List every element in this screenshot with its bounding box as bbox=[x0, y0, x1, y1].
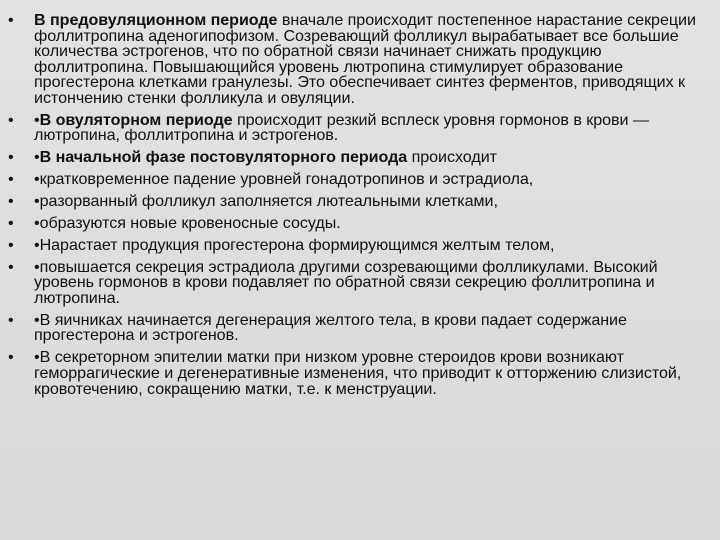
list-item-text bbox=[34, 150, 714, 166]
item-bold-text: В предовуляционном периоде bbox=[34, 11, 278, 29]
list-item-text bbox=[34, 172, 714, 188]
bullet-icon: • bbox=[8, 257, 14, 276]
list-item bbox=[8, 150, 714, 166]
item-body-text: •кратковременное падение уровней гонадотропинов и эстрадиола, bbox=[34, 170, 534, 189]
bullet-icon: • bbox=[8, 235, 14, 254]
item-body-text: вначале происходит постепенное нарастание секреции фоллитропина аденогипофизом. Созревающий фолликул вырабатывает все большие количества эстрогенов, что по обратной связи начинает снижать продукцию фоллитропина. Повышающийся уровень лютропина стимулирует образование прогестерона клетками гранулезы. Это обеспечивает синтез ферментов, приводящих к истончению стенки фолликула и овуляции. bbox=[34, 11, 696, 107]
bullet-icon: • bbox=[8, 192, 14, 211]
list-item-text bbox=[34, 13, 714, 107]
bullet-icon: • bbox=[8, 148, 14, 167]
bullet-icon: • bbox=[8, 310, 14, 329]
item-prefix: • bbox=[34, 110, 40, 129]
list-item bbox=[8, 310, 714, 345]
bullet-icon: • bbox=[8, 110, 14, 129]
bullet-icon: • bbox=[8, 170, 14, 189]
list-item-text bbox=[34, 350, 714, 397]
bullet-icon: • bbox=[8, 348, 14, 367]
list-item bbox=[8, 110, 714, 145]
bullet-icon: • bbox=[8, 214, 14, 233]
list-item bbox=[8, 172, 714, 188]
list-item-text bbox=[34, 310, 714, 345]
list-item bbox=[8, 235, 714, 254]
item-body-text: •Нарастает продукция прогестерона формирующимся желтым телом, bbox=[34, 235, 555, 254]
list-item bbox=[8, 13, 714, 107]
item-body-text: •разорванный фолликул заполняется лютеальными клетками, bbox=[34, 192, 498, 211]
bullet-list bbox=[8, 13, 714, 403]
list-item bbox=[8, 194, 714, 210]
item-body-text: •В яичниках начинается дегенерация желтого тела, в крови падает содержание прогестерона и эстрогенов. bbox=[34, 310, 627, 345]
list-item-text bbox=[34, 194, 714, 210]
item-body-text: •образуются новые кровеносные сосуды. bbox=[34, 214, 341, 233]
item-bold-text: В начальной фазе постовуляторного периода bbox=[39, 148, 408, 167]
item-body-text: происходит резкий всплеск уровня гормонов в крови —лютропина, фоллитропина и эстрогенов. bbox=[34, 110, 649, 145]
list-item-text bbox=[34, 235, 714, 254]
list-item bbox=[8, 257, 714, 307]
item-body-text: •повышается секреция эстрадиола другими созревающими фолликулами. Высокий уровень гормонов в крови подавляет по обратной связи секрецию фоллитропина и лютропина. bbox=[34, 257, 658, 307]
list-item-text bbox=[34, 110, 714, 145]
item-body-text: происходит bbox=[407, 148, 497, 167]
list-item bbox=[8, 216, 714, 232]
list-item bbox=[8, 350, 714, 397]
item-body-text: •В секреторном эпителии матки при низком уровне стероидов крови возникают геморрагические и дегенеративные изменения, что приводит к отторжению слизистой, кровотечению, сокращению матки, т.е. к менструации. bbox=[34, 348, 682, 398]
item-prefix: • bbox=[34, 148, 40, 167]
list-item-text bbox=[34, 257, 714, 307]
bullet-icon: • bbox=[8, 11, 14, 29]
list-item-text bbox=[34, 216, 714, 232]
item-bold-text: В овуляторном периоде bbox=[39, 110, 233, 129]
